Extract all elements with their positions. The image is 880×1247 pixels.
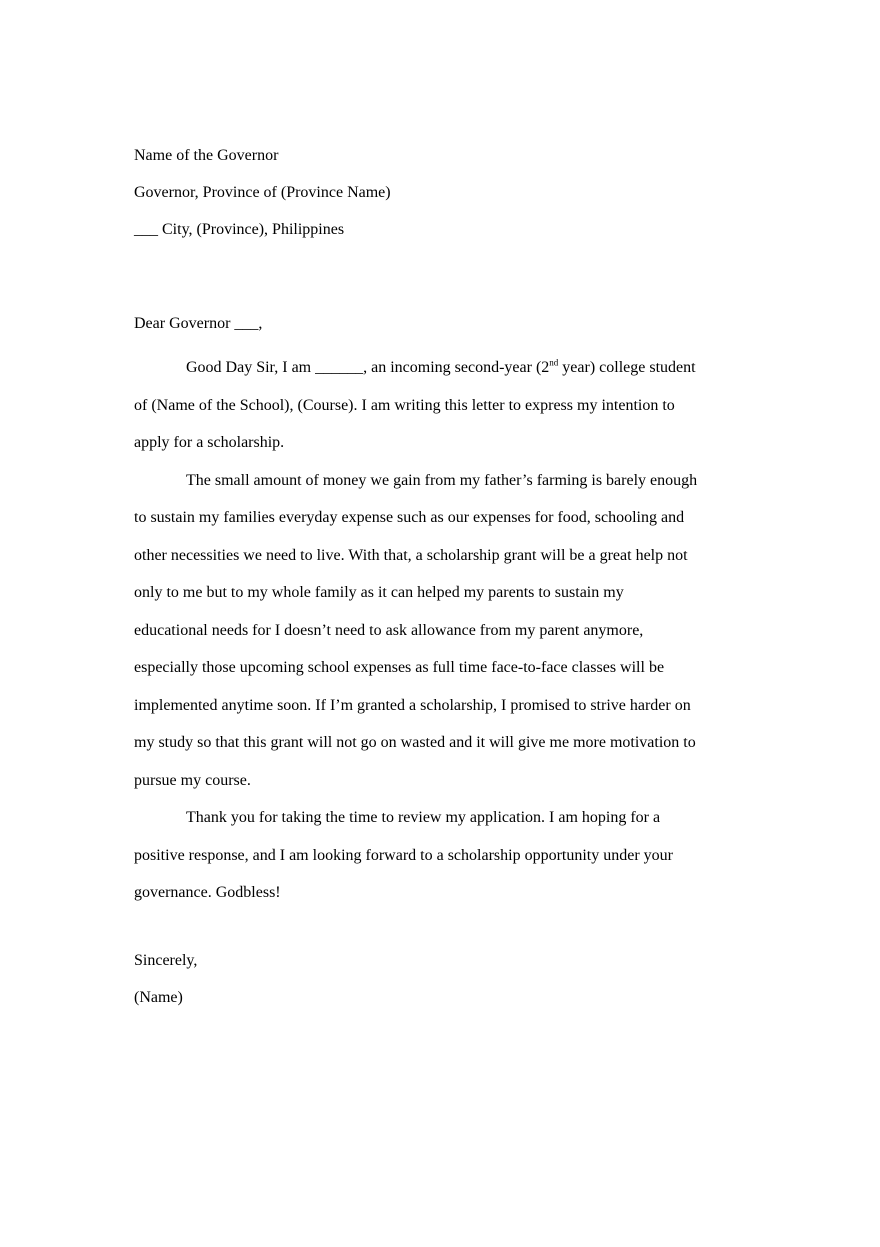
signature-name: (Name) <box>134 989 183 1006</box>
recipient-title: Governor, Province of (Province Name) <box>134 184 391 201</box>
salutation: Dear Governor ___, <box>134 315 263 332</box>
paragraph-thanks: Thank you for taking the time to review my application. I am hoping for a positive response, and I am looking forward to a scholarship opportunity under your governance. Godbless! <box>134 809 673 901</box>
paragraph-need: The small amount of money we gain from my father’s farming is barely enough to sustain my families everyday expense such as our expenses for food, schooling and other necessities we need to live. With that, a scholarship grant will be a great help not only to me but to my whole family as it can helped my parents to sustain my educational needs for I doesn’t need to ask allowance from my parent anymore, especially those upcoming school expenses as full time face-to-face classes will be implemented anytime soon. If I’m granted a scholarship, I promised to strive harder on my study so that this grant will not go on wasted and it will give me more motivation to pursue my course. <box>134 471 698 789</box>
letter-body <box>134 349 700 912</box>
recipient-name: Name of the Governor <box>134 147 279 164</box>
paragraph-intro-part2: year) college student of (Name of the School), (Course). I am writing this letter to express my intention to apply for a scholarship. <box>134 359 696 451</box>
recipient-address-block <box>134 145 754 256</box>
recipient-location: ___ City, (Province), Philippines <box>134 221 345 238</box>
paragraph-intro <box>134 349 700 462</box>
closing-block <box>134 950 197 1024</box>
ordinal-suffix: nd <box>549 357 559 368</box>
paragraph-intro-part1: Good Day Sir, I am ______, an incoming second-year (2 <box>186 359 550 376</box>
valediction: Sincerely, <box>134 952 198 969</box>
